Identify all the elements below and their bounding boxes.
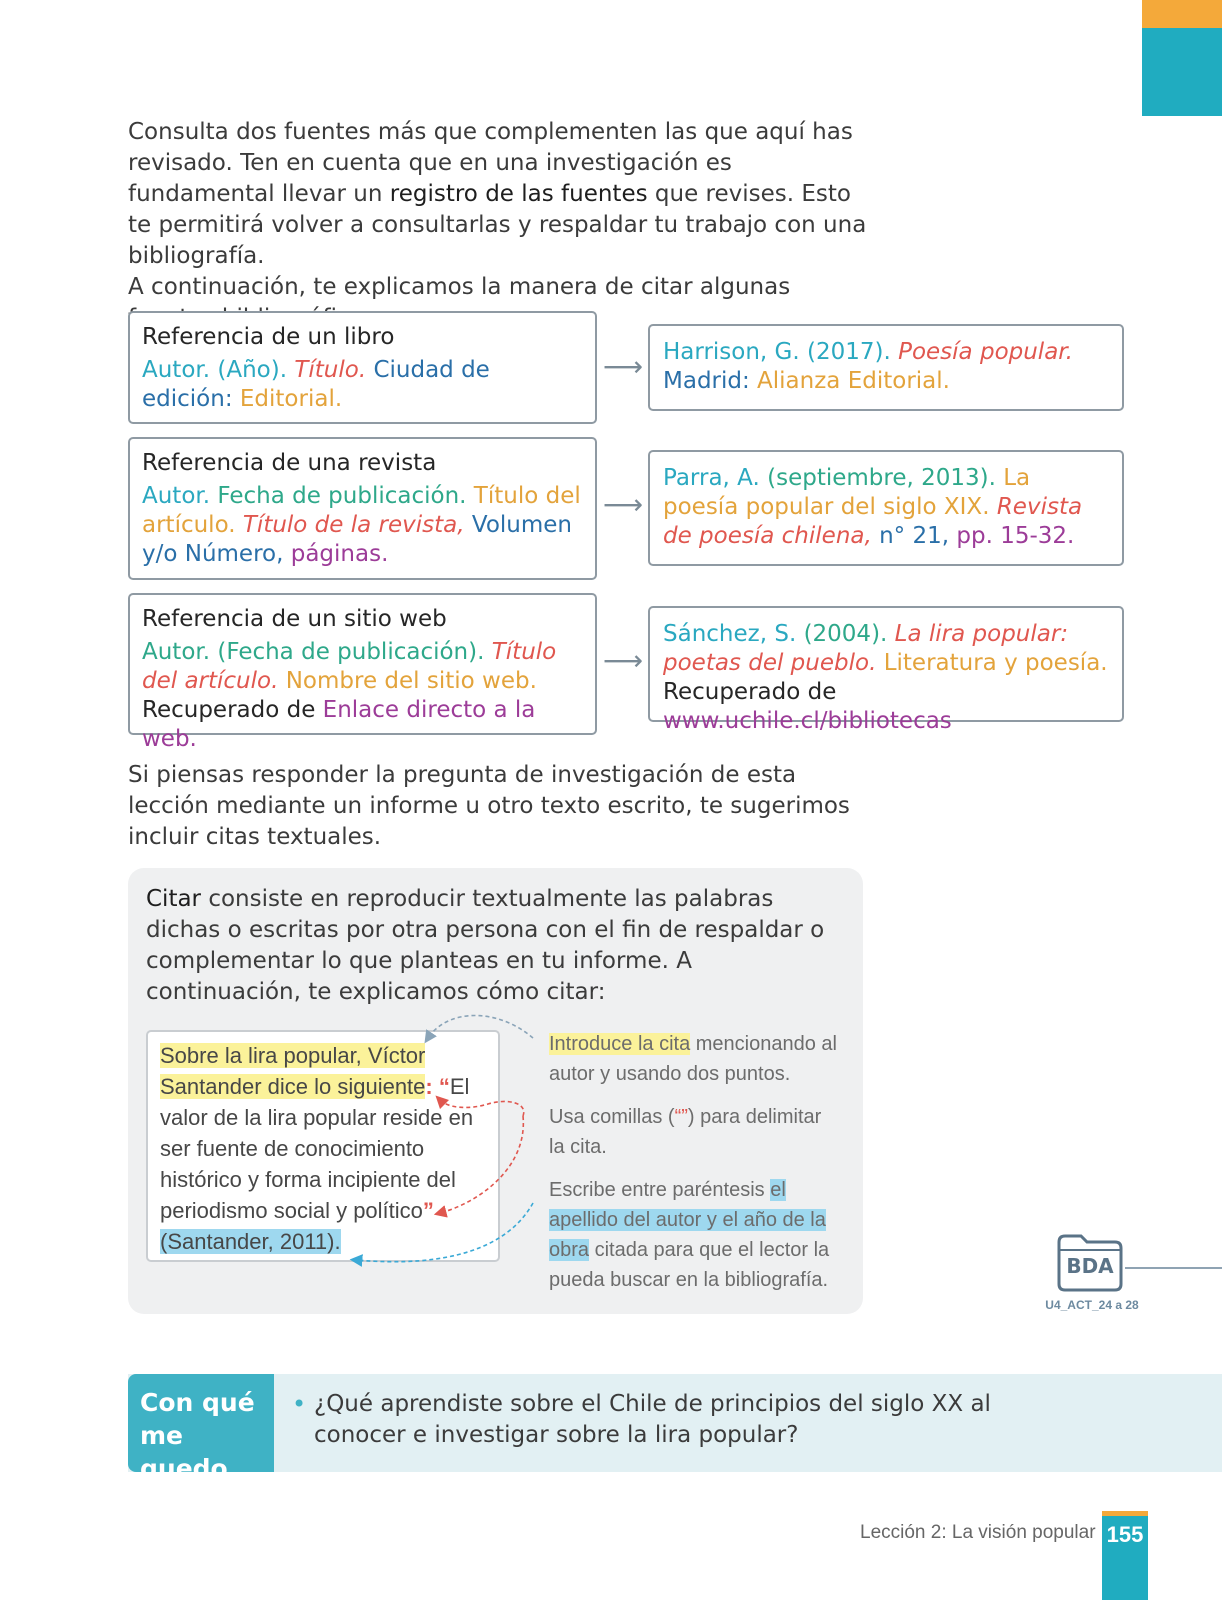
con-que-bullet: •	[292, 1390, 307, 1418]
example-revista-titulo-articulo: La poesía popular del siglo XIX.	[663, 465, 1031, 520]
example-revista-titulo-revista: Revista de poesía chilena,	[663, 494, 1083, 549]
quote-reference: (Santander, 2011).	[160, 1229, 341, 1254]
page-number-tab	[1102, 1511, 1148, 1600]
example-web-enlace: www.uchile.cl/bibliotecas	[663, 708, 952, 734]
example-web-autor: Sánchez, S.	[663, 621, 797, 647]
note-introduce-rest: mencionando al autor y usando dos puntos.	[549, 1033, 837, 1085]
example-libro-autor: Harrison, G. (2017).	[663, 339, 891, 365]
footer-lesson: Lección 2: La visión popular	[860, 1522, 1096, 1543]
ref-web-sitio: Nombre del sitio web.	[285, 668, 537, 694]
intro-text-bold: registro de las fuentes	[389, 181, 648, 207]
note-introduce-hl: Introduce la cita	[549, 1033, 691, 1055]
note-parentesis-post: citada para que el lector la pueda buscar en la bibliografía.	[549, 1239, 830, 1291]
ref-revista-heading: Referencia de una revista	[142, 450, 437, 476]
example-libro-titulo: Poesía popular.	[898, 339, 1073, 365]
note-parentesis	[549, 1175, 839, 1295]
example-web-fecha: (2004).	[803, 621, 888, 647]
bda-label: BDA	[1066, 1254, 1114, 1278]
example-box-revista	[648, 450, 1124, 566]
con-que-label: Con qué me quedo	[140, 1388, 255, 1483]
note-parentesis-pre: Escribe entre paréntesis	[549, 1179, 771, 1201]
con-que-label-box	[128, 1374, 274, 1483]
ref-box-libro	[128, 311, 597, 424]
quote-open-mark: “	[432, 1074, 450, 1099]
example-revista-paginas: pp. 15-32.	[956, 523, 1075, 549]
ref-web-recuperado: Recuperado de	[142, 697, 316, 723]
connector-open-quote-arrow	[440, 1100, 524, 1116]
ref-web-heading: Referencia de un sitio web	[142, 606, 447, 632]
ref-revista-titulo-revista: Título de la revista,	[242, 512, 465, 538]
example-revista-autor: Parra, A.	[663, 465, 760, 491]
example-web-sitio: Literatura y poesía.	[883, 650, 1108, 676]
note-comillas	[549, 1102, 839, 1162]
ref-revista-fecha: Fecha de publicación.	[217, 483, 467, 509]
arrow-icon-web: ⟶	[603, 644, 644, 677]
con-que-question: ¿Qué aprendiste sobre el Chile de principios del siglo XX al conocer e investigar sobre la lira popular?	[314, 1391, 991, 1448]
ref-revista-autor: Autor.	[142, 483, 211, 509]
ref-web-enlace: Enlace directo a la web.	[142, 697, 536, 752]
ref-libro-autor: Autor. (Año).	[142, 357, 288, 383]
note-comillas-post: ) para delimitar la cita.	[549, 1106, 822, 1158]
ref-web-autor: Autor. (Fecha de publicación).	[142, 639, 485, 665]
citar-bold: Citar	[146, 886, 202, 912]
note-introduce	[549, 1029, 839, 1089]
connector-close-quote-arrow	[440, 1116, 523, 1213]
page-number: 155	[1106, 1522, 1144, 1547]
example-revista-numero: n° 21,	[879, 523, 950, 549]
quote-intro: Sobre la lira popular, Víctor Santander dice lo siguiente	[160, 1043, 426, 1099]
note-comillas-marks: “”	[674, 1106, 688, 1128]
arrow-icon-revista: ⟶	[603, 488, 644, 521]
example-box-web	[648, 606, 1124, 734]
intro-paragraph	[128, 117, 868, 334]
example-web-titulo: La lira popular: poetas del pueblo.	[663, 621, 1069, 676]
connector-intro-arrow	[428, 1016, 533, 1039]
ref-libro-editorial: Editorial.	[239, 386, 343, 412]
note-parentesis-hl: el apellido del autor y el año de la obra	[549, 1179, 826, 1261]
example-revista-fecha: (septiembre, 2013).	[767, 465, 996, 491]
ref-revista-titulo-articulo: Título del artículo.	[142, 483, 581, 538]
example-box-libro	[648, 324, 1124, 411]
intro-text-pre: Consulta dos fuentes más que complementen las que aquí has revisado. Ten en cuenta que en una investigación es fundamental llevar un	[128, 119, 853, 207]
ref-libro-ciudad: Ciudad de edición:	[142, 357, 490, 412]
corner-tab-teal	[1142, 28, 1222, 116]
quote-colon: :	[425, 1074, 433, 1099]
citar-box	[128, 868, 863, 1314]
ref-libro-titulo: Título.	[294, 357, 367, 383]
citar-text: consiste en reproducir textualmente las palabras dichas o escritas por otra persona con el fin de respaldar o complementar lo que planteas en tu informe. A continuación, te explicamos cómo citar:	[146, 886, 825, 1005]
ref-web-titulo: Título del artículo.	[142, 639, 557, 694]
note-comillas-pre: Usa comillas (	[549, 1106, 675, 1128]
bda-line	[1125, 1267, 1222, 1269]
example-web-recuperado: Recuperado de	[663, 679, 837, 705]
ref-libro-heading: Referencia de un libro	[142, 324, 395, 350]
example-libro-ciudad: Madrid:	[663, 368, 750, 394]
intro-text-post: que revises. Esto te permitirá volver a consultarlas y respaldar tu trabajo con una bibliografía.	[128, 181, 867, 269]
quote-body: El valor de la lira popular reside en ser fuente de conocimiento histórico y forma incipiente del periodismo social y político	[160, 1074, 474, 1223]
intro-text-line2: A continuación, te explicamos la manera de citar algunas	[128, 274, 791, 300]
ref-revista-volumen: Volumen y/o Número,	[142, 512, 572, 567]
ref-box-revista	[128, 437, 597, 580]
arrow-icon-libro: ⟶	[603, 350, 644, 383]
paragraph-citas	[128, 760, 858, 853]
corner-tab-orange	[1142, 0, 1222, 28]
example-libro-editorial: Alianza Editorial.	[757, 368, 950, 394]
bda-code: U4_ACT_24 a 28	[1045, 1298, 1139, 1312]
paragraph-citas-text: Si piensas responder la pregunta de investigación de esta lección mediante un informe u otro texto escrito, te sugerimos incluir citas textuales.	[128, 762, 850, 850]
ref-revista-paginas: páginas.	[290, 541, 389, 567]
bda-icon[interactable]	[1055, 1232, 1125, 1294]
quote-close-mark: ”	[422, 1198, 434, 1223]
ref-box-web	[128, 593, 597, 752]
